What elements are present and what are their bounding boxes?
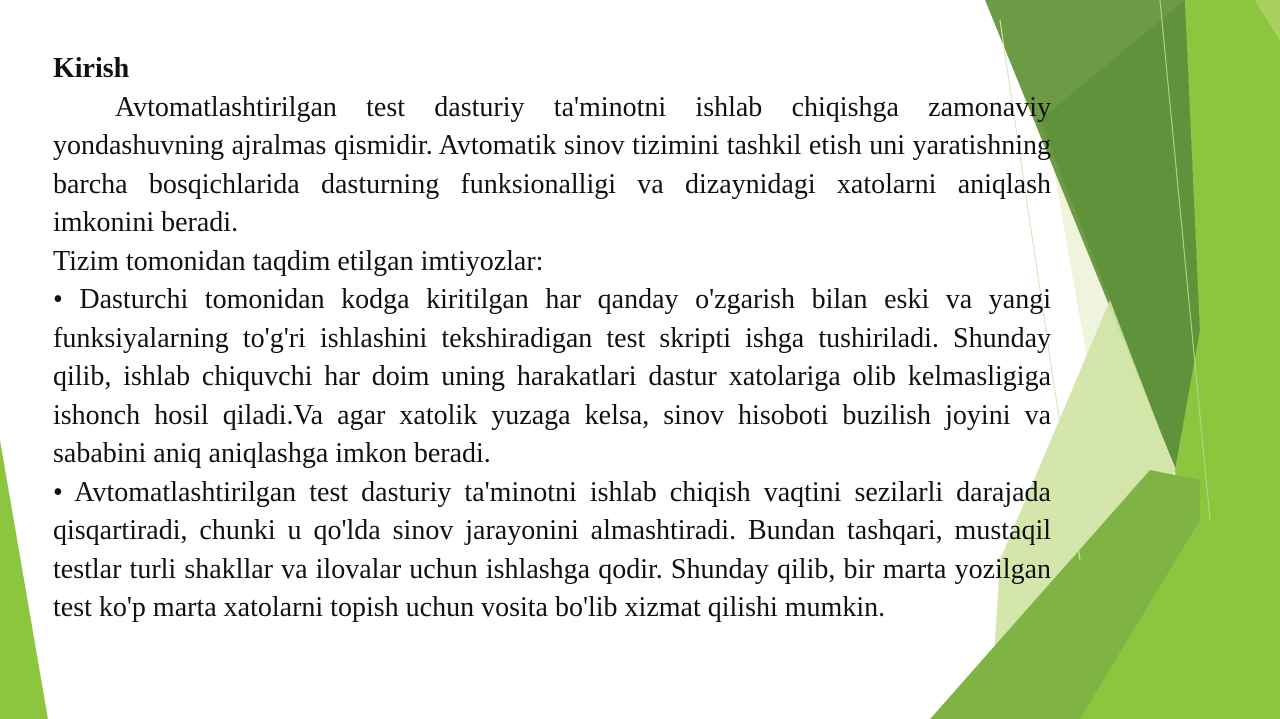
bullet-item: • Dasturchi tomonidan kodga kiritilgan har qanday o'zgarish bilan eski va yangi funksiyalarning to'g'ri ishlashini tekshiradigan test skripti ishga tushiriladi. Shunday qilib, ishlab chiquvchi har doim uning harakatlari dastur xatolariga olib kelmasligiga ishonch hosil qiladi.Va agar xatolik yuzaga kelsa, sinov hisoboti buzilish joyini va sababini aniq aniqlashga imkon beradi. bbox=[53, 284, 1051, 469]
left-edge-facet bbox=[0, 440, 48, 719]
slide-heading: Kirish bbox=[53, 53, 130, 84]
slide-text bbox=[53, 50, 1051, 628]
advantages-label: Tizim tomonidan taqdim etilgan imtiyozlar: bbox=[53, 245, 544, 277]
intro-paragraph: Avtomatlashtirilgan test dasturiy ta'minotni ishlab chiqishga zamonaviy yondashuvning ajralmas qismidir. Avtomatik sinov tizimini tashkil etish uni yaratishning barcha bosqichlarida dasturning funksionalligi va dizaynidagi xatolarni aniqlash imkonini beradi. bbox=[53, 91, 1051, 238]
bullet-item: • Avtomatlashtirilgan test dasturiy ta'minotni ishlab chiqish vaqtini sezilarli darajada qisqartiradi, chunki u qo'lda sinov jarayonini almashtiradi. Bundan tashqari, mustaqil testlar turli shakllar va ilovalar uchun ishlashga qodir. Shunday qilib, bir marta yozilgan test ko'p marta xatolarni topish uchun vosita bo'lib xizmat qilishi mumkin. bbox=[53, 476, 1051, 623]
